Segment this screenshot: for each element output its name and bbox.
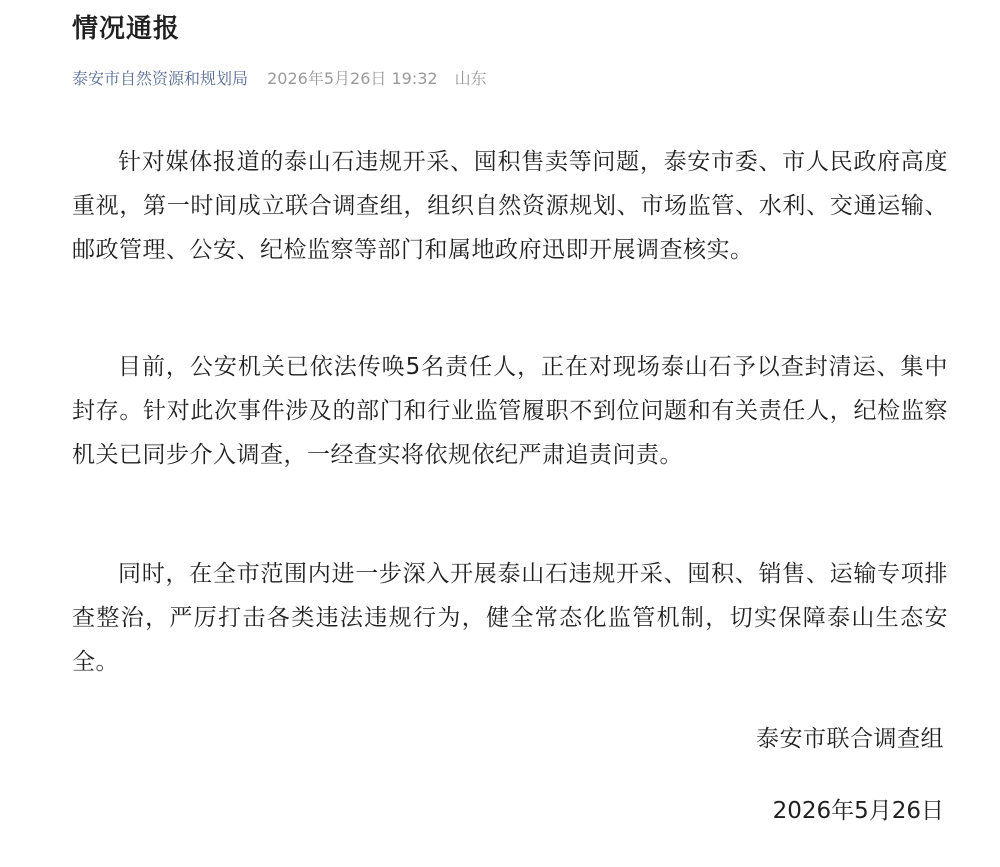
signature: 泰安市联合调查组 — [756, 726, 944, 752]
publish-location: 山东 — [454, 69, 487, 88]
article-title: 情况通报 — [72, 14, 181, 44]
paragraph-2: 目前，公安机关已依法传唤5名责任人，正在对现场泰山石予以查封清运、集中封存。针对此次事件涉及的部门和行业监管履职不到位问题和有关责任人，纪检监察机关已同步介入调查，一经查实将依规依纪严肃追责问责。 — [72, 354, 948, 468]
source-link[interactable]: 泰安市自然资源和规划局 — [72, 69, 249, 88]
paragraph-3: 同时，在全市范围内进一步深入开展泰山石违规开采、囤积、销售、运输专项排查整治，严厉打击各类违法违规行为，健全常态化监管机制，切实保障泰山生态安全。 — [72, 561, 948, 675]
publish-date: 2026年5月26日 19:32 — [267, 69, 438, 88]
article-meta — [72, 67, 487, 91]
signature-date: 2026年5月26日 — [772, 798, 944, 824]
paragraph-1: 针对媒体报道的泰山石违规开采、囤积售卖等问题，泰安市委、市人民政府高度重视，第一时间成立联合调查组，组织自然资源规划、市场监管、水利、交通运输、邮政管理、公安、纪检监察等部门和属地政府迅即开展调查核实。 — [72, 149, 948, 263]
